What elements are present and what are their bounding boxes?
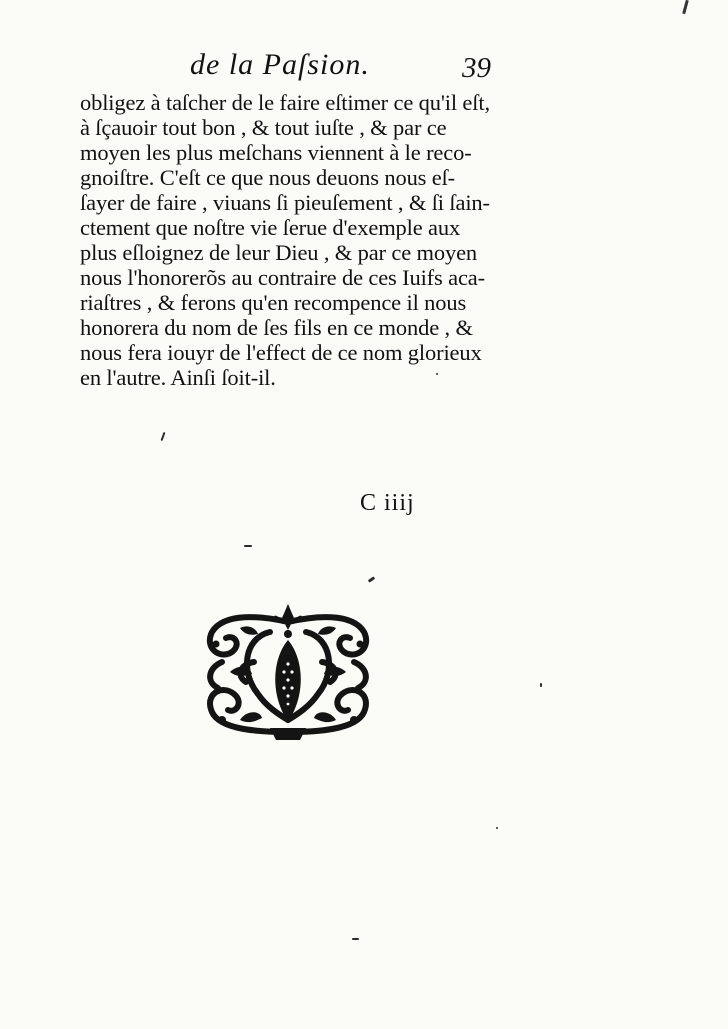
text-line: nous fera iouyr de l'effect de ce nom glorieux [80,340,482,365]
running-head: de la Paſsion. [190,48,370,81]
text-line: en l'autre. Ainſi ſoit-il. [80,365,276,390]
text-line: honorera du nom de ſes fils en ce monde , & [80,315,473,340]
signature-mark: C iiij [360,490,415,516]
text-line: obligez à taſcher de le faire eſtimer ce qu'il eſt, [80,90,490,115]
text-line: gnoiſtre. C'eſt ce que nous deuons nous eſ- [80,165,456,190]
body-text [80,90,520,390]
ink-speck [436,373,438,375]
ink-speck [352,938,359,940]
text-line: nous l'honorerõs au contraire de ces Iuifs aca- [80,265,485,290]
page-corner-mark [682,0,689,14]
ink-speck [540,683,542,687]
floral-tailpiece-ornament-icon [200,602,376,744]
ink-speck [368,576,375,582]
text-line: à ſçauoir tout bon , & tout iuſte , & par ce [80,115,447,140]
ink-speck [161,432,166,441]
text-line: ctement que noſtre vie ſerue d'exemple aux [80,215,461,240]
text-line: riaſtres , & ferons qu'en recompence il nous [80,290,467,315]
text-line: moyen les plus meſchans viennent à le reco- [80,140,472,165]
text-line: plus eſloignez de leur Dieu , & par ce moyen [80,240,478,265]
ink-speck [496,827,498,829]
page-number: 39 [462,52,491,84]
text-line: ſayer de faire , viuans ſi pieuſement , & ſi ſain- [80,190,490,215]
ink-speck [244,545,252,547]
